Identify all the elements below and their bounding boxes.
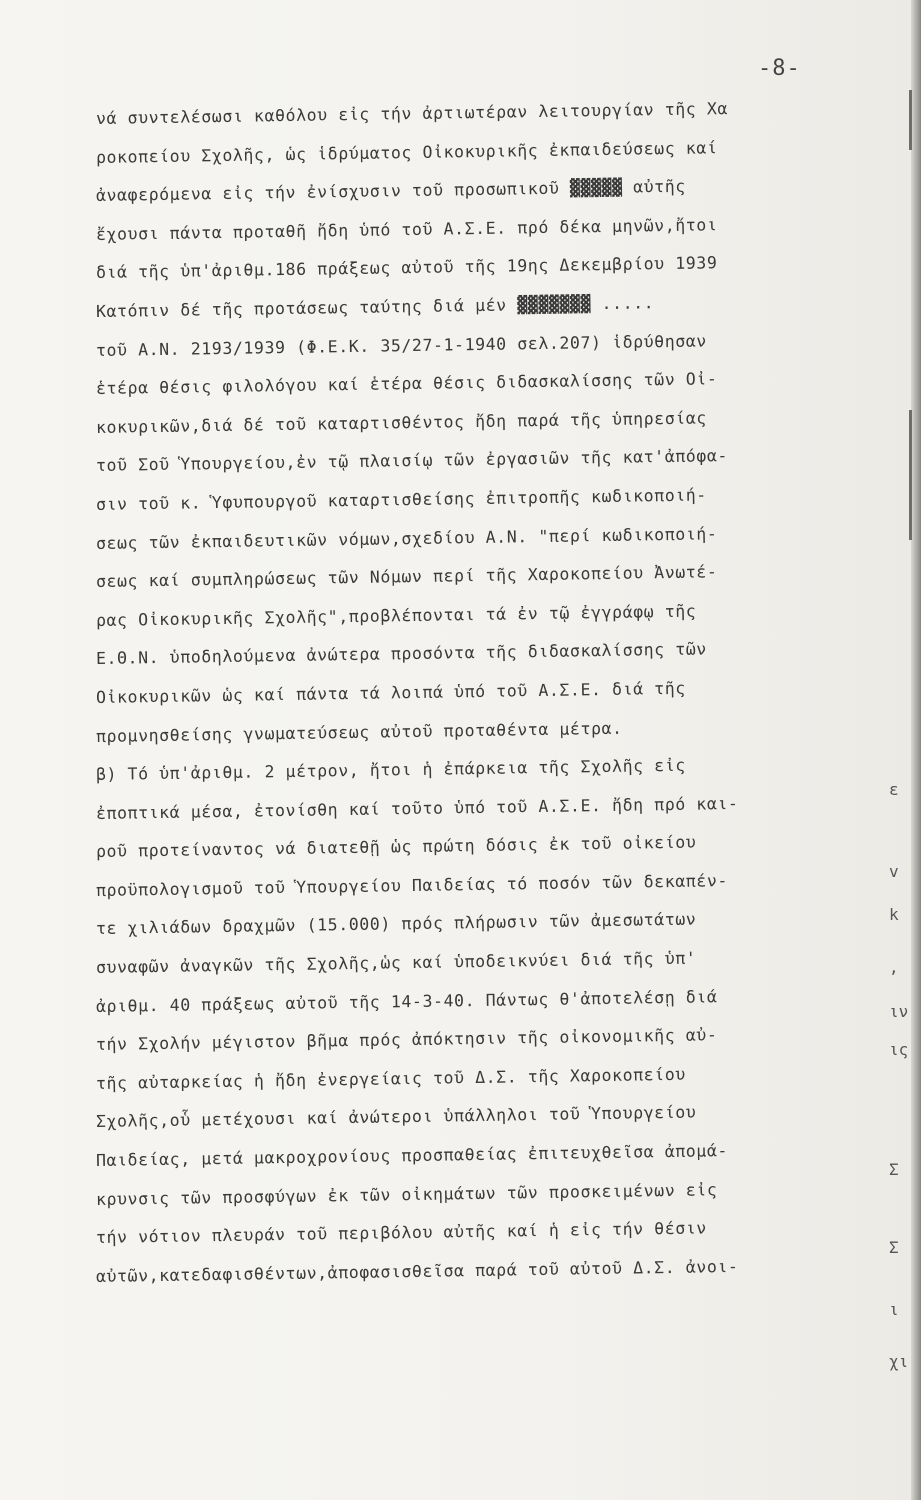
text-line: σεως τῶν ἐκπαιδευτικῶν νόμων,σχεδίου Α.Ν. "περί κωδικοποιή-	[95, 523, 718, 553]
page-number: -8-	[758, 56, 801, 81]
text-line: διά τῆς ὑπ'ἀριθμ.186 πράξεως αὐτοῦ τῆς 19ης Δεκεμβρίου 1939	[95, 253, 718, 283]
text-line: τήν Σχολήν μέγιστον βῆμα πρός ἀπόκτησιν τῆς οἰκονομικῆς αὐ-	[95, 1025, 718, 1055]
text-line: ροκοπείου Σχολῆς, ὡς ἱδρύματος Οἰκοκυρικῆς ἐκπαιδεύσεως καί	[95, 137, 718, 167]
margin-rule	[909, 410, 912, 540]
text-line: Ε.Θ.Ν. ὑποδηλούμενα ἀνώτερα προσόντα τῆς διδασκαλίσσης τῶν	[95, 639, 708, 669]
text-line: ἀναφερόμενα εἰς τήν ἐνίσχυσιν τοῦ προσωπικοῦ ▓▓▓▓▓ αὐτῆς	[95, 176, 686, 206]
body-text	[96, 100, 891, 1296]
text-line: προϋπολογισμοῦ τοῦ Ὑπουργείου Παιδείας τό ποσόν τῶν δεκαπέν-	[95, 870, 729, 900]
binding-shadow	[911, 0, 921, 1500]
text-line: ρας Οἰκοκυρικῆς Σχολῆς",προβλέπονται τά ἐν τῷ ἐγγράφῳ τῆς	[95, 601, 697, 630]
margin-mark: k	[889, 905, 899, 924]
text-line: Παιδείας, μετά μακροχρονίους προσπαθείας ἐπιτευχθεῖσα ἀπομά-	[95, 1141, 729, 1171]
text-line: ροῦ προτείναντος νά διατεθῇ ὡς πρώτη δόσις ἐκ τοῦ οἰκείου	[95, 832, 697, 862]
text-line: τοῦ Σοῦ Ὑπουργείου,ἐν τῷ πλαισίῳ τῶν ἐργασιῶν τῆς κατ'ἀπόφα-	[95, 446, 729, 476]
margin-mark: ις	[889, 1040, 909, 1059]
text-line: ἐποπτικά μέσα, ἐτονίσθη καί τοῦτο ὑπό τοῦ Α.Σ.Ε. ἤδη πρό και-	[95, 793, 739, 823]
text-line: τῆς αὐταρκείας ἡ ἤδη ἐνεργείαις τοῦ Δ.Σ. τῆς Χαροκοπείου	[95, 1064, 686, 1093]
margin-rule	[909, 90, 912, 150]
page-edge	[881, 0, 921, 1500]
margin-mark: ε	[889, 780, 899, 799]
margin-mark: Σ	[889, 1160, 899, 1179]
text-line: νά συντελέσωσι καθόλου εἰς τήν ἀρτιωτέραν λειτουργίαν τῆς Χα	[95, 99, 729, 128]
text-line: Κατόπιν δέ τῆς προτάσεως ταύτης διά μέν ▓▓▓▓▓▓▓ .....	[95, 293, 655, 321]
text-line: προμνησθείσης γνωματεύσεως αὐτοῦ προταθέντα μέτρα.	[95, 718, 623, 746]
text-line: αὐτῶν,κατεδαφισθέντων,ἀποφασισθεῖσα παρά τοῦ αὐτοῦ Δ.Σ. ἀνοι-	[95, 1256, 739, 1286]
text-line: τοῦ Α.Ν. 2193/1939 (Φ.Ε.Κ. 35/27-1-1940 σελ.207) ἱδρύθησαν	[95, 330, 708, 360]
text-line: ἑτέρα θέσις φιλολόγου καί ἑτέρα θέσις διδασκαλίσσης τῶν Οἰ-	[95, 369, 718, 399]
text-line: σιν τοῦ κ. Ὑφυπουργοῦ καταρτισθείσης ἐπιτροπῆς κωδικοποιή-	[95, 485, 708, 514]
text-line: τε χιλιάδων δραχμῶν (15.000) πρός πλήρωσιν τῶν ἀμεσωτάτων	[95, 910, 697, 939]
margin-mark: ι	[889, 1300, 899, 1319]
text-line: σεως καί συμπληρώσεως τῶν Νόμων περί τῆς Χαροκοπείου Ἀνωτέ-	[95, 562, 718, 592]
text-line: Οἰκοκυρικῶν ὡς καί πάντα τά λοιπά ὑπό τοῦ Α.Σ.Ε. διά τῆς	[95, 678, 686, 707]
text-line: κρυνσις τῶν προσφύγων ἐκ τῶν οἰκημάτων τῶν προσκειμένων εἰς	[95, 1179, 718, 1209]
text-line: συναφῶν ἀναγκῶν τῆς Σχολῆς,ὡς καί ὑποδεικνύει διά τῆς ὑπ'	[95, 948, 697, 978]
text-line: β) Τό ὑπ'ἀριθμ. 2 μέτρον, ἤτοι ἡ ἐπάρκεια τῆς Σχολῆς εἰς	[95, 755, 686, 785]
margin-mark: χι	[889, 1352, 909, 1371]
text-line: ἔχουσι πάντα προταθῆ ἤδη ὑπό τοῦ Α.Σ.Ε. πρό δέκα μηνῶν,ἤτοι	[95, 215, 718, 244]
text-line: Σχολῆς,οὗ μετέχουσι καί ἀνώτεροι ὑπάλληλοι τοῦ Ὑπουργείου	[95, 1103, 697, 1132]
margin-mark: Σ	[889, 1238, 899, 1257]
margin-mark: ιν	[889, 1002, 909, 1021]
text-line: τήν νότιον πλευράν τοῦ περιβόλου αὐτῆς καί ἡ εἰς τήν θέσιν	[95, 1218, 708, 1248]
text-line: ἀριθμ. 40 πράξεως αὐτοῦ τῆς 14-3-40. Πάντως θ'ἀποτελέσῃ διά	[95, 986, 718, 1016]
margin-mark: ,	[889, 958, 899, 977]
margin-mark: v	[889, 862, 899, 881]
text-line: κοκυρικῶν,διά δέ τοῦ καταρτισθέντος ἤδη παρά τῆς ὑπηρεσίας	[95, 408, 708, 437]
